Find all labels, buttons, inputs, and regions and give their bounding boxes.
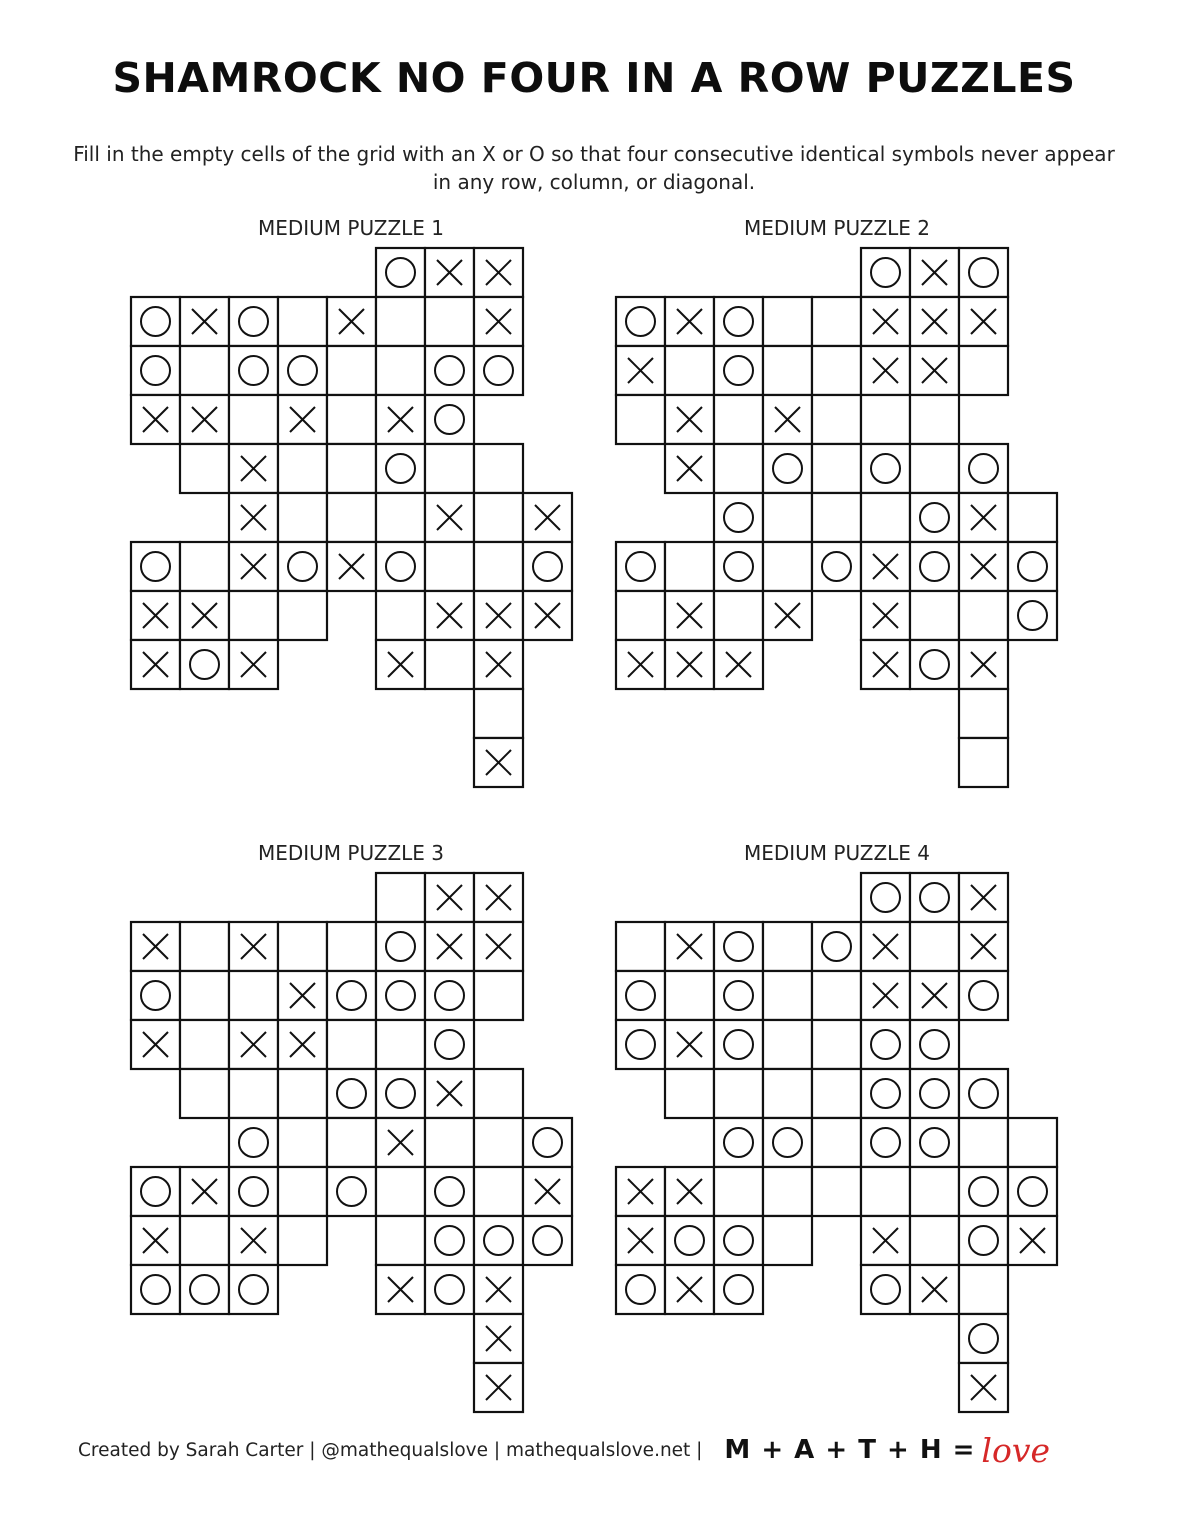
grid-cell[interactable]	[861, 971, 910, 1020]
grid-cell[interactable]	[665, 1167, 714, 1216]
grid-cell[interactable]	[763, 1216, 812, 1265]
grid-cell[interactable]	[1008, 1118, 1057, 1167]
puzzle-3-label: MEDIUM PUZZLE 3	[257, 841, 445, 865]
grid-cell[interactable]	[861, 1167, 910, 1216]
grid-cell[interactable]	[812, 971, 861, 1020]
grid-cell[interactable]	[959, 971, 1008, 1020]
grid-cell[interactable]	[1008, 1216, 1057, 1265]
grid-cell[interactable]	[665, 922, 714, 971]
grid-cell[interactable]	[665, 1069, 714, 1118]
grid-cell[interactable]	[861, 873, 910, 922]
grid-cell[interactable]	[616, 1265, 665, 1314]
grid-cell[interactable]	[763, 1020, 812, 1069]
grid-cell[interactable]	[812, 1167, 861, 1216]
grid-cell[interactable]	[812, 1020, 861, 1069]
puzzle-2-label: MEDIUM PUZZLE 2	[743, 216, 931, 240]
grid-cell[interactable]	[665, 1020, 714, 1069]
grid-cell[interactable]	[763, 922, 812, 971]
grid-cell[interactable]	[665, 1216, 714, 1265]
grid-cell[interactable]	[714, 1118, 763, 1167]
grid-cell[interactable]	[714, 1167, 763, 1216]
grid-cell[interactable]	[910, 1118, 959, 1167]
grid-cell[interactable]	[861, 1216, 910, 1265]
grid-cell[interactable]	[959, 1069, 1008, 1118]
grid-cell[interactable]	[959, 1118, 1008, 1167]
footer	[78, 1432, 1050, 1468]
grid-cell[interactable]	[959, 922, 1008, 971]
grid-cell[interactable]	[861, 922, 910, 971]
grid-cell[interactable]	[763, 971, 812, 1020]
grid-cell[interactable]	[910, 873, 959, 922]
grid-cell[interactable]	[910, 1216, 959, 1265]
grid-cell[interactable]	[910, 922, 959, 971]
grid-cell[interactable]	[763, 1069, 812, 1118]
grid-cell[interactable]	[959, 1363, 1008, 1412]
grid-cell[interactable]	[616, 1020, 665, 1069]
grid-cell[interactable]	[910, 1265, 959, 1314]
grid-cell[interactable]	[910, 1167, 959, 1216]
grid-cell[interactable]	[812, 1069, 861, 1118]
grid-cell[interactable]	[714, 1216, 763, 1265]
grid-cell[interactable]	[665, 971, 714, 1020]
grid-cell[interactable]	[616, 1167, 665, 1216]
grid-cell[interactable]	[714, 1020, 763, 1069]
grid-cell[interactable]	[616, 971, 665, 1020]
grid-cell[interactable]	[812, 1118, 861, 1167]
grid-cell[interactable]	[910, 971, 959, 1020]
grid-cell[interactable]	[910, 1069, 959, 1118]
grid-cell[interactable]	[861, 1020, 910, 1069]
grid-cell[interactable]	[616, 922, 665, 971]
instructions: Fill in the empty cells of the grid with an X or O so that four consecutive identical symbols never appear in any row, column, or diagonal.	[73, 142, 1115, 194]
math-brand-logo: M + A + T + H =	[724, 1435, 976, 1465]
grid-cell[interactable]	[861, 1069, 910, 1118]
grid-cell[interactable]	[1008, 1167, 1057, 1216]
page-title: SHAMROCK NO FOUR IN A ROW PUZZLES	[112, 54, 1076, 102]
grid-cell[interactable]	[763, 1118, 812, 1167]
puzzle-4-label: MEDIUM PUZZLE 4	[743, 841, 931, 865]
grid-cell[interactable]	[959, 873, 1008, 922]
grid-cell[interactable]	[714, 1265, 763, 1314]
love-script-logo: love	[981, 1430, 1051, 1470]
grid-cell[interactable]	[861, 1118, 910, 1167]
grid-cell[interactable]	[714, 1069, 763, 1118]
grid-cell[interactable]	[861, 1265, 910, 1314]
puzzle-1-label: MEDIUM PUZZLE 1	[257, 216, 445, 240]
grid-cell[interactable]	[763, 1167, 812, 1216]
footer-credit: Created by Sarah Carter | @mathequalslove | mathequalslove.net |	[78, 1439, 703, 1461]
grid-cell[interactable]	[959, 1216, 1008, 1265]
grid-cell[interactable]	[665, 1265, 714, 1314]
grid-cell[interactable]	[616, 1216, 665, 1265]
grid-cell[interactable]	[714, 922, 763, 971]
grid-cell[interactable]	[959, 1167, 1008, 1216]
grid-cell[interactable]	[714, 971, 763, 1020]
grid-cell[interactable]	[959, 1265, 1008, 1314]
grid-cell[interactable]	[812, 922, 861, 971]
grid-cell[interactable]	[959, 1314, 1008, 1363]
grid-cell[interactable]	[910, 1020, 959, 1069]
